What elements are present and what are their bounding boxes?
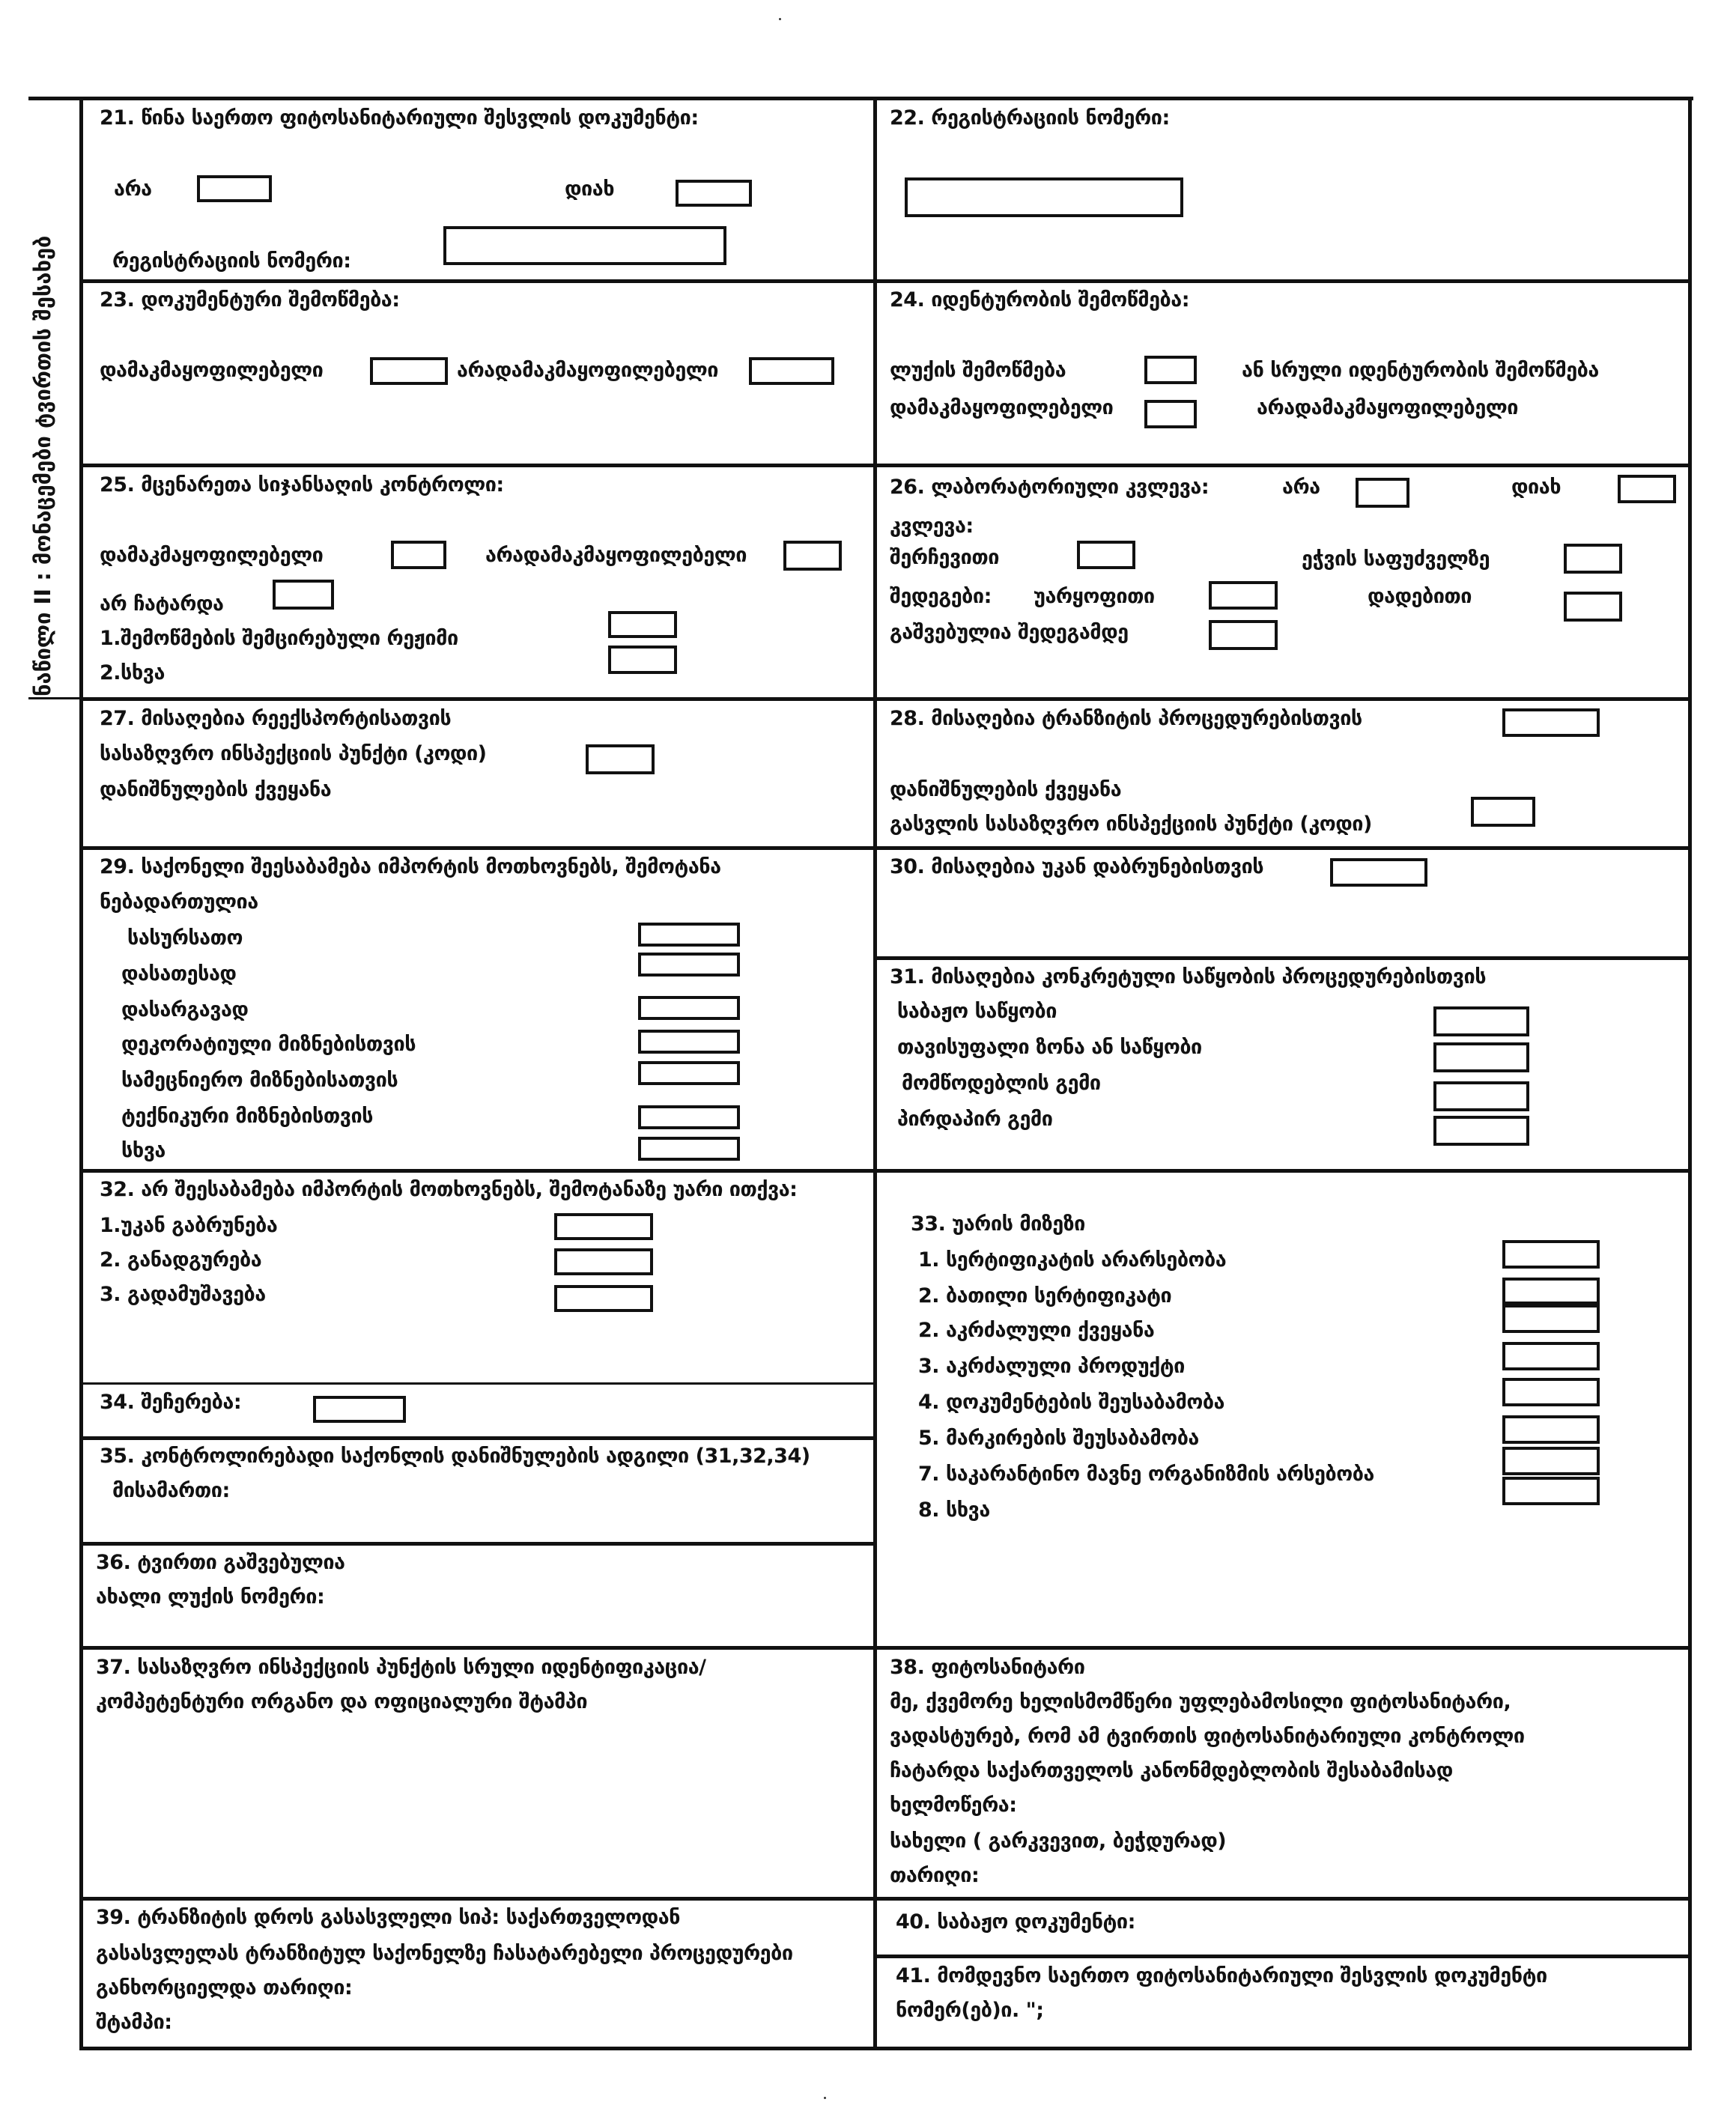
s33-item-label: 5. მარკირების შეუსაბამობა bbox=[918, 1427, 1199, 1450]
s33-item-checkbox[interactable] bbox=[1502, 1278, 1600, 1305]
s29-item-label: დასათესად bbox=[121, 962, 237, 985]
s33-title: 33. უარის მიზეზი bbox=[911, 1212, 1085, 1236]
s28-exit-bip-code-field[interactable] bbox=[1471, 797, 1535, 827]
s31-item-label: პირდაპირ გემი bbox=[897, 1108, 1053, 1131]
s23-satisfactory-checkbox[interactable] bbox=[370, 357, 448, 385]
s33-item-label: 4. დოკუმენტების შეუსაბამობა bbox=[918, 1391, 1224, 1414]
s21-reg-no-field[interactable] bbox=[443, 226, 726, 265]
row-line-40-41 bbox=[873, 1955, 1692, 1958]
s24-satisfactory-checkbox[interactable] bbox=[1144, 400, 1197, 428]
s24-title: 24. იდენტურობის შემოწმება: bbox=[890, 288, 1190, 312]
s29-item-label: სასურსათო bbox=[127, 926, 243, 950]
s29-item-checkbox[interactable] bbox=[638, 996, 740, 1020]
s38-date-label: თარიღი: bbox=[890, 1864, 980, 1887]
s25-reduced-checkbox[interactable] bbox=[608, 611, 677, 638]
s25-satisfactory-checkbox[interactable] bbox=[391, 541, 446, 569]
s33-item-checkbox[interactable] bbox=[1502, 1378, 1600, 1406]
s25-not-done-label: არ ჩატარდა bbox=[100, 592, 224, 616]
s23-unsatisfactory-checkbox[interactable] bbox=[749, 357, 834, 385]
s26-released-checkbox[interactable] bbox=[1209, 620, 1278, 650]
s33-item-label: 2. აკრძალული ქვეყანა bbox=[918, 1319, 1155, 1342]
s24-seal-check-label: ლუქის შემოწმება bbox=[890, 359, 1066, 382]
s38-name-label: სახელი ( გარკვევით, ბეჭდურად) bbox=[890, 1829, 1227, 1853]
s24-seal-check-checkbox[interactable] bbox=[1144, 356, 1197, 384]
s28-destination-country-label: დანიშნულების ქვეყანა bbox=[890, 778, 1122, 801]
s32-item-checkbox[interactable] bbox=[554, 1285, 653, 1312]
s33-item-checkbox[interactable] bbox=[1502, 1415, 1600, 1444]
s39-stamp-label: შტამპი: bbox=[96, 2011, 172, 2034]
s21-yes-label: დიახ bbox=[565, 177, 615, 201]
s21-title: 21. წინა საერთო ფიტოსანიტარიული შესვლის დოკუმენტი: bbox=[100, 106, 699, 130]
s25-title: 25. მცენარეთა სიჯანსაღის კონტროლი: bbox=[100, 473, 504, 496]
s29-item-label: ტექნიკური მიზნებისთვის bbox=[121, 1105, 374, 1128]
s30-return-checkbox[interactable] bbox=[1330, 858, 1427, 887]
s28-title: 28. მისაღებია ტრანზიტის პროცედურებისთვის bbox=[890, 707, 1362, 730]
s26-positive-label: დადებითი bbox=[1368, 585, 1472, 608]
s31-item-checkbox[interactable] bbox=[1433, 1081, 1529, 1111]
s35-address-label: მისამართი: bbox=[112, 1479, 230, 1502]
s21-reg-no-label: რეგისტრაციის ნომერი: bbox=[112, 249, 351, 273]
s34-title: 34. შეჩერება: bbox=[100, 1391, 242, 1414]
s38-declaration-line: ვადასტურებ, რომ ამ ტვირთის ფიტოსანიტარიული კონტროლი bbox=[890, 1725, 1525, 1748]
s38-declaration-line: მე, ქვემორე ხელისმომწერი უფლებამოსილი ფიტოსანიტარი, bbox=[890, 1690, 1511, 1713]
part-ii-side-label: ნაწილი II : მონაცემები ტვირთის შესახებ bbox=[30, 235, 55, 696]
s33-item-label: 7. საკარანტინო მავნე ორგანიზმის არსებობა bbox=[918, 1463, 1374, 1486]
s31-title: 31. მისაღებია კონკრეტული საწყობის პროცედურებისთვის bbox=[890, 965, 1487, 988]
s41-numbers-label: ნომერ(ებ)ი. "; bbox=[896, 1999, 1044, 2022]
row-line-23-25 bbox=[79, 464, 1692, 467]
s26-random-checkbox[interactable] bbox=[1077, 541, 1135, 569]
s26-results-label: შედეგები: bbox=[890, 585, 992, 608]
row-line-35-36 bbox=[79, 1542, 877, 1546]
s33-item-label: 3. აკრძალული პროდუქტი bbox=[918, 1355, 1185, 1378]
s33-item-checkbox[interactable] bbox=[1502, 1305, 1600, 1333]
s32-item-label: 2. განადგურება bbox=[100, 1248, 262, 1272]
s29-item-checkbox[interactable] bbox=[638, 1137, 740, 1161]
s31-item-checkbox[interactable] bbox=[1433, 1006, 1529, 1036]
row-line-30-31 bbox=[873, 956, 1692, 960]
s25-other-checkbox[interactable] bbox=[608, 646, 677, 674]
s38-declaration-line: ჩატარდა საქართველოს კანონმდებლობის შესაბამისად bbox=[890, 1759, 1453, 1782]
s23-unsatisfactory-label: არადამაკმაყოფილებელი bbox=[457, 359, 719, 382]
s26-no-checkbox[interactable] bbox=[1356, 478, 1409, 508]
s25-satisfactory-label: დამაკმაყოფილებელი bbox=[100, 544, 324, 567]
frame-right bbox=[1688, 97, 1692, 2050]
s35-title: 35. კონტროლირებადი საქონლის დანიშნულების ადგილი (31,32,34) bbox=[100, 1445, 810, 1468]
s21-no-checkbox[interactable] bbox=[197, 175, 272, 202]
s27-destination-country-label: დანიშნულების ქვეყანა bbox=[100, 778, 332, 801]
s23-title: 23. დოკუმენტური შემოწმება: bbox=[100, 288, 400, 312]
s29-title: 29. საქონელი შეესაბამება იმპორტის მოთხოვნებს, შემოტანა bbox=[100, 855, 721, 878]
s29-item-label: დეკორატიული მიზნებისთვის bbox=[121, 1033, 416, 1056]
s28-exit-bip-code-label: გასვლის სასაზღვრო ინსპექციის პუნქტი (კოდი) bbox=[890, 813, 1372, 836]
s25-reduced-label: 1.შემოწმების შემცირებული რეჟიმი bbox=[100, 627, 458, 650]
s26-no-label: არა bbox=[1282, 476, 1320, 499]
s26-suspicion-checkbox[interactable] bbox=[1564, 544, 1622, 574]
s29-item-checkbox[interactable] bbox=[638, 1061, 740, 1085]
s28-transit-checkbox[interactable] bbox=[1502, 708, 1600, 737]
s26-random-label: შერჩევითი bbox=[890, 546, 999, 569]
s32-item-checkbox[interactable] bbox=[554, 1213, 653, 1240]
s27-bip-code-label: სასაზღვრო ინსპექციის პუნქტი (კოდი) bbox=[100, 742, 487, 765]
s25-unsatisfactory-label: არადამაკმაყოფილებელი bbox=[485, 544, 747, 567]
s32-title: 32. არ შეესაბამება იმპორტის მოთხოვნებს, შემოტანაზე უარი ითქვა: bbox=[100, 1178, 798, 1201]
scan-dot bbox=[824, 2097, 826, 2099]
s26-negative-checkbox[interactable] bbox=[1209, 581, 1278, 610]
s31-item-checkbox[interactable] bbox=[1433, 1042, 1529, 1072]
s31-item-label: მომწოდებლის გემი bbox=[902, 1072, 1101, 1095]
s33-item-checkbox[interactable] bbox=[1502, 1477, 1600, 1505]
s29-title-cont: ნებადართულია bbox=[100, 890, 258, 914]
s39-title-cont: გასასვლელას ტრანზიტულ საქონელზე ჩასატარებელი პროცედურები bbox=[96, 1942, 793, 1965]
s33-item-label: 2. ბათილი სერტიფიკატი bbox=[918, 1284, 1172, 1308]
s26-research-label: კვლევა: bbox=[890, 514, 974, 538]
s25-unsatisfactory-checkbox[interactable] bbox=[783, 541, 842, 571]
s36-new-seal-label: ახალი ლუქის ნომერი: bbox=[96, 1585, 325, 1609]
s22-reg-no-field[interactable] bbox=[905, 177, 1183, 217]
part-divider-left bbox=[28, 697, 82, 699]
s33-item-checkbox[interactable] bbox=[1502, 1447, 1600, 1475]
row-line-32-34 bbox=[79, 1382, 877, 1385]
s32-item-checkbox[interactable] bbox=[554, 1248, 653, 1275]
frame-left bbox=[79, 97, 83, 2050]
s25-not-done-checkbox[interactable] bbox=[273, 580, 334, 610]
s40-title: 40. საბაჟო დოკუმენტი: bbox=[896, 1910, 1135, 1934]
row-line-27-29 bbox=[79, 846, 1692, 850]
s31-item-label: თავისუფალი ზონა ან საწყობი bbox=[897, 1036, 1202, 1059]
s26-released-label: გაშვებულია შედეგამდე bbox=[890, 621, 1129, 644]
s33-item-label: 1. სერტიფიკატის არარსებობა bbox=[918, 1248, 1227, 1272]
s31-item-checkbox[interactable] bbox=[1433, 1116, 1529, 1146]
s29-item-checkbox[interactable] bbox=[638, 1030, 740, 1054]
s39-title: 39. ტრანზიტის დროს გასასვლელი სიპ: საქართველოდან bbox=[96, 1906, 680, 1929]
s36-title: 36. ტვირთი გაშვებულია bbox=[96, 1551, 345, 1574]
s37-title-cont: კომპეტენტური ორგანო და ოფიციალური შტამპი bbox=[96, 1690, 588, 1713]
s25-other-label: 2.სხვა bbox=[100, 661, 165, 684]
s31-item-label: საბაჟო საწყობი bbox=[897, 1000, 1057, 1023]
s27-title: 27. მისაღებია რეექსპორტისათვის bbox=[100, 707, 452, 730]
s26-suspicion-label: ეჭვის საფუძველზე bbox=[1302, 547, 1490, 571]
row-line-29-32 bbox=[79, 1169, 1692, 1173]
s27-bip-code-field[interactable] bbox=[586, 744, 655, 774]
s29-item-label: დასარგავად bbox=[121, 998, 249, 1021]
s22-title: 22. რეგისტრაციის ნომერი: bbox=[890, 106, 1170, 130]
s26-negative-label: უარყოფითი bbox=[1034, 585, 1155, 608]
s37-title: 37. სასაზღვრო ინსპექციის პუნქტის სრული იდენტიფიკაცია/ bbox=[96, 1656, 706, 1679]
row-line-34-35 bbox=[79, 1436, 877, 1440]
row-line-21-23 bbox=[79, 279, 1692, 283]
column-divider bbox=[873, 97, 877, 2050]
s32-item-label: 1.უკან გაბრუნება bbox=[100, 1214, 278, 1237]
s38-title: 38. ფიტოსანიტარი bbox=[890, 1656, 1085, 1679]
row-line-36-37 bbox=[79, 1646, 1692, 1650]
s26-yes-checkbox[interactable] bbox=[1618, 475, 1676, 503]
s24-unsatisfactory-label: არადამაკმაყოფილებელი bbox=[1257, 396, 1519, 419]
s23-satisfactory-label: დამაკმაყოფილებელი bbox=[100, 359, 324, 382]
s29-item-checkbox[interactable] bbox=[638, 923, 740, 947]
s29-item-label: სამეცნიერო მიზნებისათვის bbox=[121, 1069, 398, 1092]
s33-item-label: 8. სხვა bbox=[918, 1498, 990, 1522]
s26-yes-label: დიახ bbox=[1511, 476, 1562, 499]
s24-full-check-label: ან სრული იდენტურობის შემოწმება bbox=[1242, 359, 1599, 382]
row-line-25-27 bbox=[79, 697, 1692, 701]
s24-satisfactory-label: დამაკმაყოფილებელი bbox=[890, 396, 1114, 419]
frame-top bbox=[28, 97, 1693, 100]
s29-item-checkbox[interactable] bbox=[638, 1105, 740, 1129]
scan-dot bbox=[779, 18, 781, 20]
s33-item-checkbox[interactable] bbox=[1502, 1342, 1600, 1370]
s39-date-label: განხორციელდა თარიღი: bbox=[96, 1976, 353, 1999]
row-line-37-39 bbox=[79, 1897, 1692, 1901]
s34-suspension-checkbox[interactable] bbox=[313, 1396, 406, 1423]
s29-item-label: სხვა bbox=[121, 1139, 166, 1162]
s26-title: 26. ლაბორატორიული კვლევა: bbox=[890, 476, 1210, 499]
s26-positive-checkbox[interactable] bbox=[1564, 592, 1622, 622]
s41-title: 41. მომდევნო საერთო ფიტოსანიტარიული შესვლის დოკუმენტი bbox=[896, 1964, 1547, 1987]
s21-no-label: არა bbox=[114, 177, 152, 201]
s21-yes-checkbox[interactable] bbox=[676, 180, 752, 207]
frame-bottom bbox=[79, 2047, 1692, 2050]
s30-title: 30. მისაღებია უკან დაბრუნებისთვის bbox=[890, 855, 1264, 878]
s33-item-checkbox[interactable] bbox=[1502, 1240, 1600, 1269]
s38-signature-label: ხელმოწერა: bbox=[890, 1794, 1017, 1817]
s32-item-label: 3. გადამუშავება bbox=[100, 1283, 266, 1306]
s29-item-checkbox[interactable] bbox=[638, 953, 740, 977]
